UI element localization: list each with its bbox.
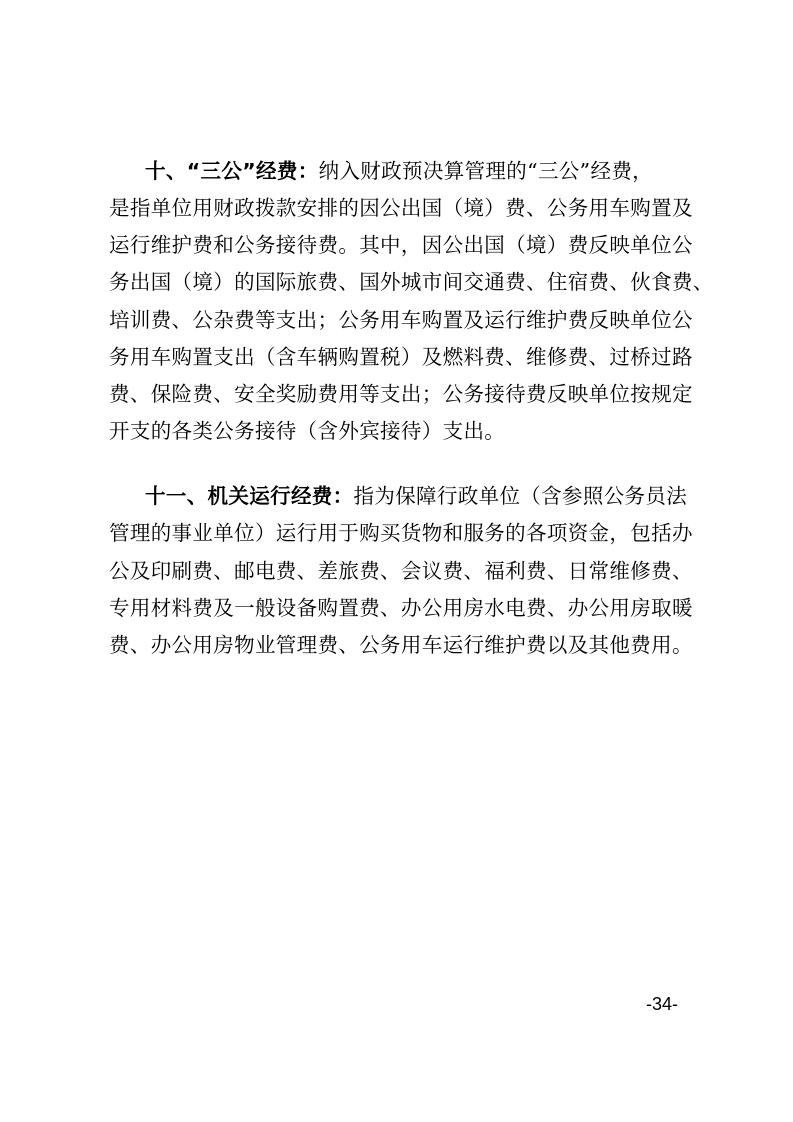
section-10-line-3: 运行维护费和公务接待费。其中，因公出国（境）费反映单位公 — [109, 233, 693, 257]
section-10-line-8: 开支的各类公务接待（含外宾接待）支出。 — [109, 419, 506, 443]
section-11-line-2: 管理的事业单位）运行用于购买货物和服务的各项资金，包括办 — [109, 521, 693, 545]
section-10-heading: 十、“三公”经费： — [145, 159, 319, 183]
page-number: -34- — [646, 994, 679, 1014]
section-10-line-5: 培训费、公杂费等支出；公务用车购置及运行维护费反映单位公 — [109, 308, 693, 332]
section-10-line-2: 是指单位用财政拨款安排的因公出国（境）费、公务用车购置及 — [109, 196, 693, 220]
section-11-line-5: 费、办公用房物业管理费、公务用车运行维护费以及其他费用。 — [109, 633, 693, 657]
section-11-line-4: 专用材料费及一般设备购置费、办公用房水电费、办公用房取暖 — [109, 596, 693, 620]
section-10-line-4: 务出国（境）的国际旅费、国外城市间交通费、住宿费、伙食费、 — [109, 270, 714, 294]
section-11-heading: 十一、机关运行经费： — [145, 484, 354, 508]
section-10-text: 纳入财政预决算管理的“三公”经费， — [318, 159, 654, 183]
section-10-line-1 — [145, 151, 689, 191]
section-10-line-7: 费、保险费、安全奖励费用等支出；公务接待费反映单位按规定 — [109, 382, 693, 406]
section-11-line-3: 公及印刷费、邮电费、差旅费、会议费、福利费、日常维修费、 — [109, 559, 693, 583]
section-11-text: 指为保障行政单位（含参照公务员法 — [353, 484, 688, 508]
section-11-line-1 — [145, 476, 689, 516]
section-10-line-6: 务用车购置支出（含车辆购置税）及燃料费、维修费、过桥过路 — [109, 345, 693, 369]
